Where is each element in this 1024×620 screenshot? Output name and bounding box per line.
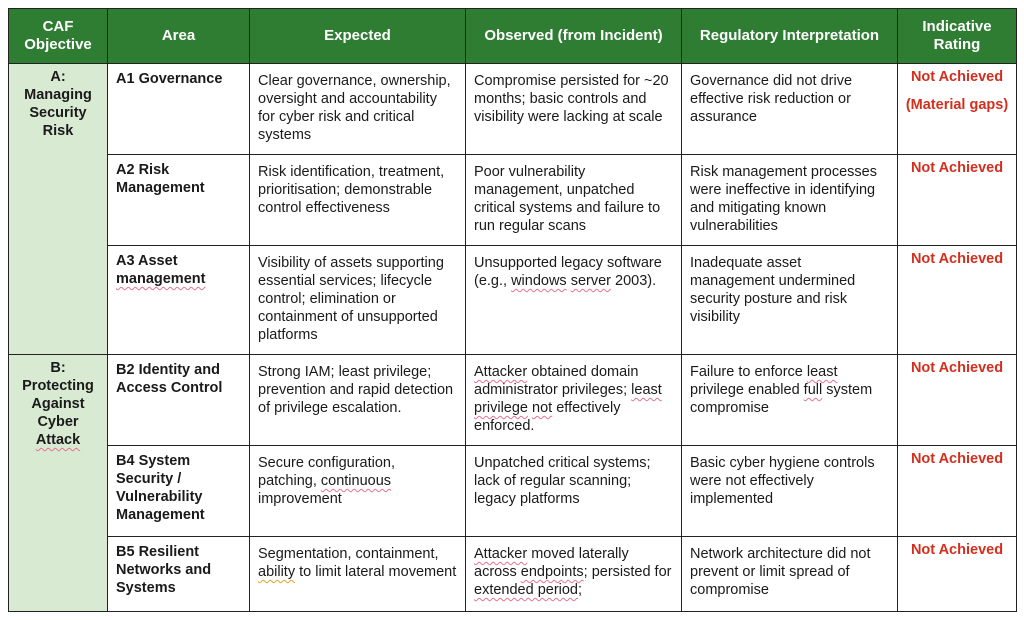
- observed-cell: [466, 246, 682, 355]
- text-run: obtained domain administrator privileges;: [474, 364, 639, 398]
- objective-b-prefix: B:: [50, 360, 66, 376]
- header-expected: Expected: [250, 9, 466, 64]
- spellcheck-underlined-word: full: [803, 382, 823, 398]
- area-cell: B2 Identity and Access Control: [108, 355, 250, 446]
- expected-cell: Risk identification, treatment, prioritisation; demonstrable control effectiveness: [250, 155, 466, 246]
- objective-a-line1: Managing: [24, 87, 92, 103]
- area-label-part: A3 Asset: [116, 253, 178, 269]
- area-cell: [108, 246, 250, 355]
- objective-b-cell: [9, 355, 108, 612]
- spellcheck-underlined-word: Attacker: [474, 546, 528, 562]
- rating-label: Not Achieved: [910, 69, 1004, 85]
- objective-a-line3: Risk: [42, 123, 74, 139]
- header-observed: Observed (from Incident): [466, 9, 682, 64]
- table-row: [9, 355, 1017, 446]
- rating-note: (Material gaps): [905, 97, 1009, 113]
- spellcheck-underlined-word: continuous: [320, 473, 392, 489]
- objective-a-cell: [9, 64, 108, 355]
- spellcheck-underlined-word: endpoints: [520, 564, 584, 580]
- rating-cell: [898, 64, 1017, 155]
- header-indicative-rating: Indicative Rating: [898, 9, 1017, 64]
- objective-a-prefix: A:: [50, 69, 66, 85]
- expected-cell: [250, 537, 466, 612]
- spellcheck-underlined-word: windows: [511, 273, 567, 289]
- observed-cell: Compromise persisted for ~20 months; basic controls and visibility were lacking at scale: [466, 64, 682, 155]
- observed-cell: Unpatched critical systems; lack of regular scanning; legacy platforms: [466, 446, 682, 537]
- area-cell: B4 System Security / Vulnerability Management: [108, 446, 250, 537]
- spellcheck-underlined-word: server: [570, 273, 612, 289]
- grammar-underlined-word: ability: [258, 564, 296, 580]
- objective-b-line3: Cyber: [37, 414, 79, 430]
- interpretation-cell: [682, 355, 898, 446]
- objective-a-line2: Security: [29, 105, 87, 121]
- text-run: to limit lateral movement: [295, 564, 457, 580]
- interpretation-cell: Network architecture did not prevent or limit spread of compromise: [682, 537, 898, 612]
- objective-b-line1: Protecting: [22, 378, 94, 394]
- objective-b-line4: Attack: [35, 432, 81, 448]
- table-row: [9, 446, 1017, 537]
- spellcheck-underlined-word: least privilege: [474, 382, 662, 416]
- interpretation-cell: Basic cyber hygiene controls were not effectively implemented: [682, 446, 898, 537]
- spellcheck-underlined-word: least: [806, 364, 838, 380]
- observed-cell: [466, 355, 682, 446]
- objective-b-line2: Against: [31, 396, 85, 412]
- text-run: moved laterally across: [474, 546, 629, 580]
- text-run: 2003).: [611, 273, 657, 289]
- expected-cell: Clear governance, ownership, oversight and accountability for cyber risk and critical systems: [250, 64, 466, 155]
- interpretation-cell: Governance did not drive effective risk reduction or assurance: [682, 64, 898, 155]
- text-run: Secure configuration, patching,: [258, 455, 396, 489]
- expected-cell: Visibility of assets supporting essential services; lifecycle control; elimination or containment of unsupported platforms: [250, 246, 466, 355]
- header-row: [9, 9, 1017, 64]
- header-area: Area: [108, 9, 250, 64]
- text-run: Failure to enforce: [690, 364, 807, 380]
- text-run: Unsupported legacy software (e.g.,: [474, 255, 662, 289]
- table-row: [9, 537, 1017, 612]
- rating-cell: Not Achieved: [898, 537, 1017, 612]
- observed-cell: [466, 537, 682, 612]
- rating-cell: Not Achieved: [898, 446, 1017, 537]
- expected-cell: [250, 446, 466, 537]
- spellcheck-underlined-word: not: [532, 400, 553, 416]
- area-cell: A2 Risk Management: [108, 155, 250, 246]
- interpretation-cell: Risk management processes were ineffective in identifying and mitigating known vulnerabilities: [682, 155, 898, 246]
- rating-cell: Not Achieved: [898, 155, 1017, 246]
- text-run: improvement: [258, 491, 342, 507]
- text-run: Segmentation, containment,: [258, 546, 439, 562]
- text-run: system compromise: [690, 382, 873, 416]
- rating-cell: Not Achieved: [898, 246, 1017, 355]
- area-cell: B5 Resilient Networks and Systems: [108, 537, 250, 612]
- rating-cell: Not Achieved: [898, 355, 1017, 446]
- header-caf-objective: CAF Objective: [9, 9, 108, 64]
- text-run: effectively enforced.: [474, 400, 621, 434]
- spellcheck-underlined-word: extended period: [474, 582, 578, 598]
- spellcheck-underlined-word: management: [116, 271, 206, 287]
- table-row: [9, 155, 1017, 246]
- text-run: ; persisted for: [583, 564, 672, 580]
- observed-cell: Poor vulnerability management, unpatched critical systems and failure to run regular scans: [466, 155, 682, 246]
- table-row: [9, 64, 1017, 155]
- caf-assessment-table: [8, 8, 1017, 612]
- header-regulatory-interpretation: Regulatory Interpretation: [682, 9, 898, 64]
- interpretation-cell: Inadequate asset management undermined security posture and risk visibility: [682, 246, 898, 355]
- table-row: [9, 246, 1017, 355]
- area-cell: A1 Governance: [108, 64, 250, 155]
- text-run: ;: [578, 582, 583, 598]
- text-run: privilege enabled: [690, 382, 804, 398]
- expected-cell: Strong IAM; least privilege; prevention and rapid detection of privilege escalation.: [250, 355, 466, 446]
- spellcheck-underlined-word: Attacker: [474, 364, 528, 380]
